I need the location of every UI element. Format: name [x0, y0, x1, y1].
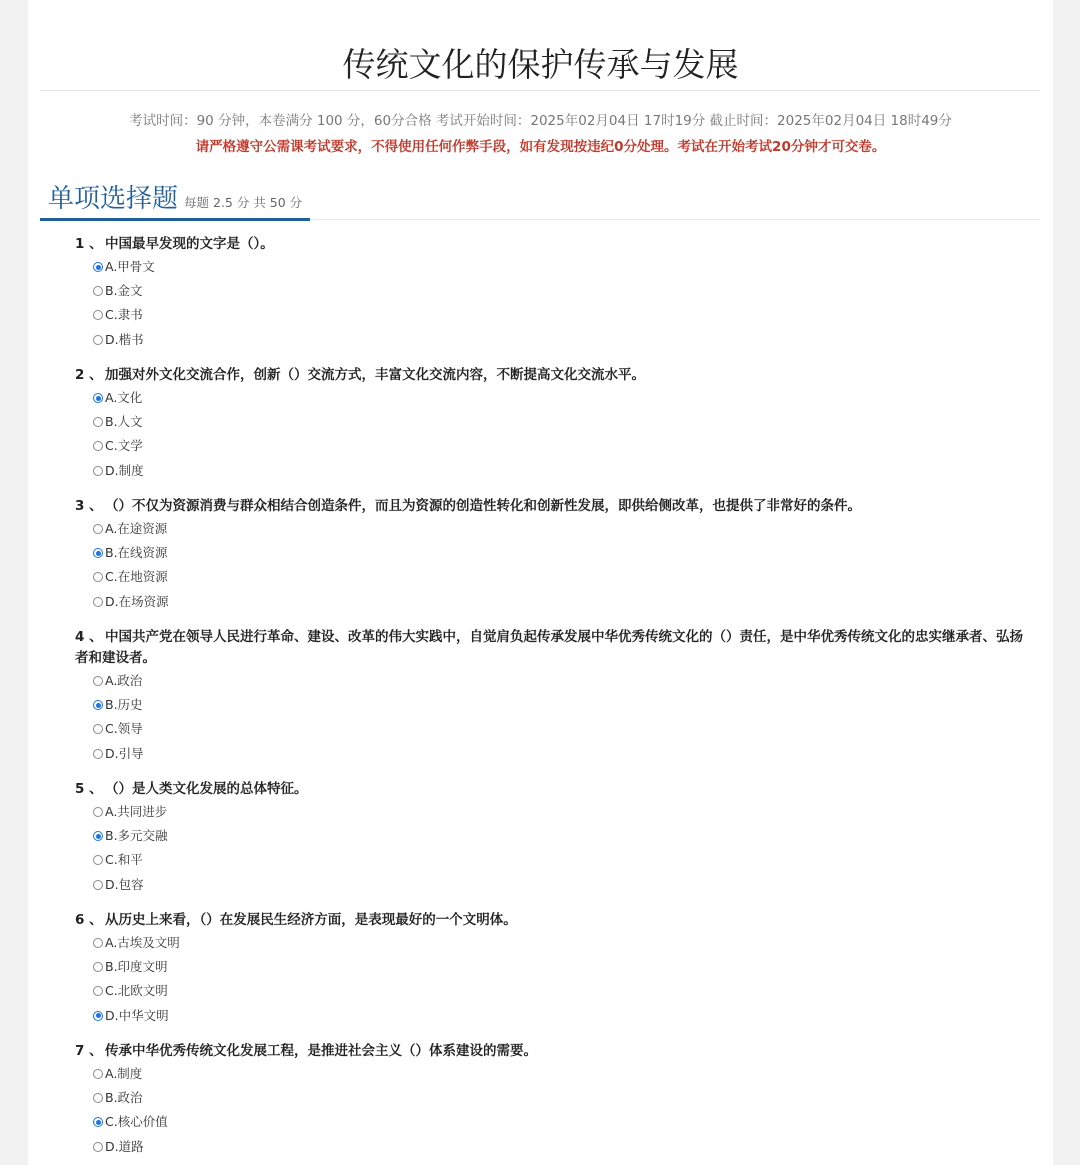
radio-icon[interactable]	[93, 855, 103, 865]
answer-option[interactable]	[93, 742, 1035, 766]
option-label[interactable]: A.在途资源	[105, 521, 168, 536]
question-text	[75, 779, 1035, 800]
option-label[interactable]: D.中华文明	[105, 1007, 169, 1023]
option-label[interactable]: B.印度文明	[105, 959, 168, 975]
radio-icon[interactable]	[93, 441, 103, 451]
radio-checked-icon[interactable]	[93, 831, 103, 841]
answer-option[interactable]	[93, 931, 1035, 955]
answer-option[interactable]	[93, 410, 1035, 434]
radio-icon[interactable]	[93, 676, 103, 686]
option-label[interactable]: C.领导	[105, 721, 143, 737]
question-2	[75, 365, 1035, 483]
radio-icon[interactable]	[93, 417, 103, 427]
answer-option[interactable]	[93, 848, 1035, 872]
answer-option[interactable]	[93, 669, 1035, 693]
answer-option[interactable]	[93, 824, 1035, 848]
option-label[interactable]: A.古埃及文明	[105, 935, 180, 950]
answer-option[interactable]	[93, 386, 1035, 410]
answer-option[interactable]	[93, 328, 1035, 352]
option-label[interactable]: A.制度	[105, 1066, 143, 1081]
option-label[interactable]: D.道路	[105, 1138, 144, 1154]
radio-icon[interactable]	[93, 986, 103, 996]
question-stem: （）是人类文化发展的总体特征。	[105, 781, 308, 797]
option-label[interactable]: A.文化	[105, 390, 143, 405]
answer-option[interactable]	[93, 255, 1035, 279]
question-1	[75, 234, 1035, 352]
radio-checked-icon[interactable]	[93, 262, 103, 272]
answer-option[interactable]	[93, 1004, 1035, 1028]
answer-option[interactable]	[93, 1135, 1035, 1159]
question-stem: （）不仅为资源消费与群众相结合创造条件，而且为资源的创造性转化和创新性发展，即供给侧改革，也提供了非常好的条件。	[105, 498, 861, 514]
option-label[interactable]: D.楷书	[105, 331, 144, 347]
radio-icon[interactable]	[93, 1069, 103, 1079]
radio-icon[interactable]	[93, 807, 103, 817]
option-label[interactable]: C.和平	[105, 852, 143, 868]
answer-option[interactable]	[93, 303, 1035, 327]
answer-option[interactable]	[93, 541, 1035, 565]
answer-option[interactable]	[93, 873, 1035, 897]
answer-option[interactable]	[93, 279, 1035, 303]
radio-icon[interactable]	[93, 724, 103, 734]
option-label[interactable]: C.核心价值	[105, 1114, 168, 1130]
answer-option[interactable]	[93, 1062, 1035, 1086]
question-number: 6 、	[75, 912, 103, 928]
answer-option[interactable]	[93, 717, 1035, 741]
section-title: 单项选择题	[48, 184, 179, 214]
option-label[interactable]: C.在地资源	[105, 569, 168, 585]
radio-checked-icon[interactable]	[93, 700, 103, 710]
section-header	[40, 180, 310, 221]
question-number: 3 、	[75, 498, 103, 514]
question-number: 4 、	[75, 629, 103, 645]
radio-icon[interactable]	[93, 466, 103, 476]
question-stem: 中国最早发现的文字是（）。	[105, 236, 274, 252]
radio-icon[interactable]	[93, 524, 103, 534]
option-label[interactable]: D.包容	[105, 876, 144, 892]
radio-icon[interactable]	[93, 286, 103, 296]
answer-option[interactable]	[93, 800, 1035, 824]
question-text	[75, 234, 1035, 255]
radio-icon[interactable]	[93, 1142, 103, 1152]
question-3	[75, 496, 1035, 614]
option-label[interactable]: C.隶书	[105, 307, 143, 323]
option-label[interactable]: C.文学	[105, 438, 143, 454]
title-divider	[40, 90, 1040, 91]
option-label[interactable]: B.人文	[105, 414, 143, 430]
radio-icon[interactable]	[93, 572, 103, 582]
question-number: 7 、	[75, 1043, 103, 1059]
question-text	[75, 627, 1035, 669]
section-subtitle: 每题 2.5 分 共 50 分	[184, 195, 303, 210]
question-text	[75, 1041, 1035, 1062]
radio-icon[interactable]	[93, 880, 103, 890]
option-label[interactable]: D.在场资源	[105, 593, 169, 609]
exam-warning: 请严格遵守公需课考试要求，不得使用任何作弊手段，如有发现按违纪0分处理。考试在开始考试20分钟才可交卷。	[195, 139, 886, 155]
question-number: 2 、	[75, 367, 103, 383]
option-label[interactable]: A.共同进步	[105, 804, 168, 819]
option-label[interactable]: D.制度	[105, 462, 144, 478]
answer-option[interactable]	[93, 955, 1035, 979]
radio-icon[interactable]	[93, 597, 103, 607]
radio-icon[interactable]	[93, 1093, 103, 1103]
option-label[interactable]: B.政治	[105, 1090, 143, 1106]
radio-icon[interactable]	[93, 962, 103, 972]
question-stem: 从历史上来看，（）在发展民生经济方面，是表现最好的一个文明体。	[105, 912, 517, 928]
option-label[interactable]: B.金文	[105, 283, 143, 299]
option-label[interactable]: A.政治	[105, 673, 143, 688]
radio-checked-icon[interactable]	[93, 548, 103, 558]
radio-checked-icon[interactable]	[93, 393, 103, 403]
option-label[interactable]: B.历史	[105, 697, 143, 713]
question-stem: 传承中华优秀传统文化发展工程，是推进社会主义（）体系建设的需要。	[105, 1043, 537, 1059]
exam-info: 考试时间：90 分钟，本卷满分 100 分，60分合格 考试开始时间：2025年02月04日 17时19分 截止时间：2025年02月04日 18时49分	[129, 113, 952, 129]
radio-icon[interactable]	[93, 310, 103, 320]
radio-icon[interactable]	[93, 938, 103, 948]
question-text	[75, 910, 1035, 931]
question-number: 1 、	[75, 236, 103, 252]
page-title: 传统文化的保护传承与发展	[342, 45, 739, 84]
question-text	[75, 496, 1035, 517]
question-6	[75, 910, 1035, 1028]
answer-option[interactable]	[93, 979, 1035, 1003]
option-label[interactable]: C.北欧文明	[105, 983, 168, 999]
answer-option[interactable]	[93, 590, 1035, 614]
exam-paper	[28, 0, 1053, 1165]
option-label[interactable]: D.引导	[105, 745, 144, 761]
question-5	[75, 779, 1035, 897]
answer-option[interactable]	[93, 565, 1035, 589]
question-stem: 加强对外文化交流合作，创新（）交流方式，丰富文化交流内容，不断提高文化交流水平。	[105, 367, 645, 383]
answer-option[interactable]	[93, 459, 1035, 483]
question-number: 5 、	[75, 781, 103, 797]
radio-icon[interactable]	[93, 335, 103, 345]
option-label[interactable]: B.多元交融	[105, 828, 168, 844]
question-7	[75, 1041, 1035, 1159]
option-label[interactable]: B.在线资源	[105, 545, 168, 561]
answer-option[interactable]	[93, 1086, 1035, 1110]
option-label[interactable]: A.甲骨文	[105, 259, 155, 274]
answer-option[interactable]	[93, 517, 1035, 541]
question-4	[75, 627, 1035, 766]
question-text	[75, 365, 1035, 386]
radio-checked-icon[interactable]	[93, 1011, 103, 1021]
answer-option[interactable]	[93, 1110, 1035, 1134]
question-stem: 中国共产党在领导人民进行革命、建设、改革的伟大实践中，自觉肩负起传承发展中华优秀传统文化的（）责任，是中华优秀传统文化的忠实继承者、弘扬者和建设者。	[75, 629, 1023, 666]
radio-checked-icon[interactable]	[93, 1117, 103, 1127]
answer-option[interactable]	[93, 434, 1035, 458]
radio-icon[interactable]	[93, 749, 103, 759]
answer-option[interactable]	[93, 693, 1035, 717]
